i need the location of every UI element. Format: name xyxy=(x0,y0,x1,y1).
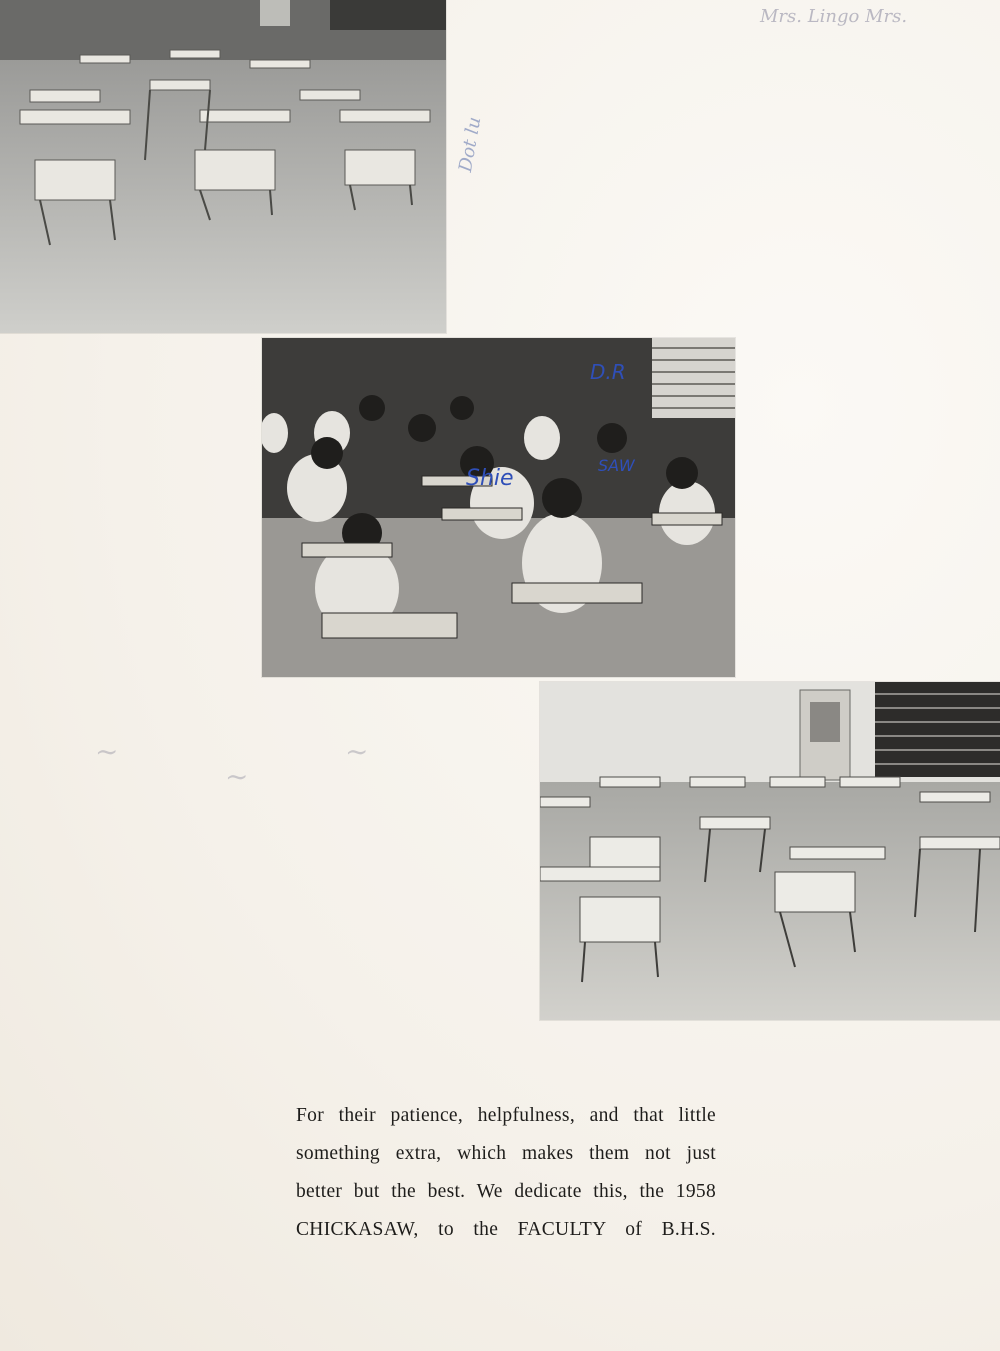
handwritten-abbrev-note: SAW xyxy=(598,456,635,475)
handwritten-initials-note: D.R xyxy=(590,360,626,384)
dedication-line: better but the best. We dedicate this, the 1958 xyxy=(296,1181,716,1202)
faint-pencil-marks: ∼ xyxy=(95,735,119,768)
faint-pencil-marks: ∼ xyxy=(225,760,249,793)
students-at-desks-photo xyxy=(262,338,735,677)
empty-classroom-photo-top xyxy=(0,0,446,333)
dedication-text xyxy=(296,1097,716,1249)
dedication-line: CHICKASAW, to the FACULTY of B.H.S. xyxy=(296,1219,716,1240)
dedication-line: something extra, which makes them not just xyxy=(296,1143,716,1164)
faint-pencil-marks: ∼ xyxy=(345,735,369,768)
handwritten-note-top-photo: Dot lu xyxy=(455,115,486,174)
handwritten-scribble-top-right: Mrs. Lingo Mrs. xyxy=(760,6,908,27)
dedication-line: For their patience, helpfulness, and that little xyxy=(296,1105,716,1126)
handwritten-name-note: Shie xyxy=(466,466,514,491)
empty-classroom-photo-bottom xyxy=(540,682,1000,1020)
